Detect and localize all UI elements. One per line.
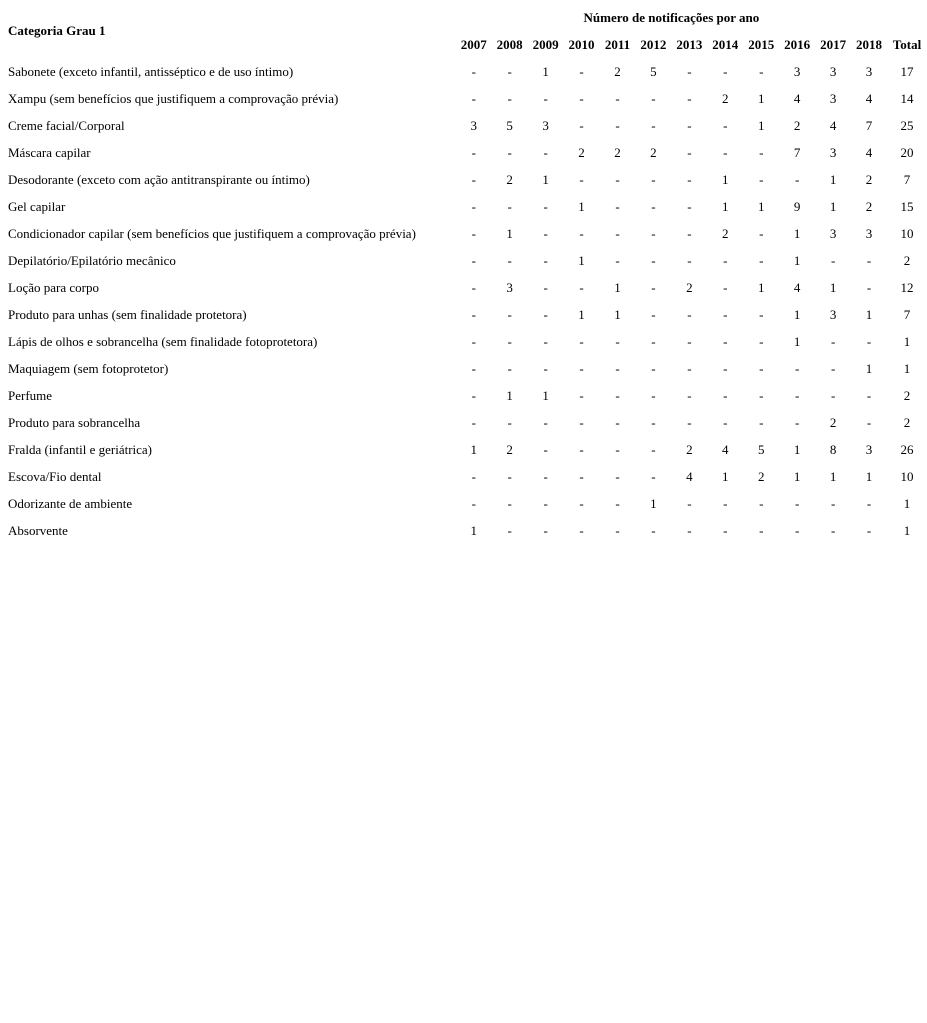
total-cell: 25 xyxy=(900,117,914,133)
value-cell: - xyxy=(543,144,548,160)
value-cell: 7 xyxy=(793,144,801,160)
value-cell: - xyxy=(471,63,476,79)
value-cell: 1 xyxy=(793,468,801,484)
value-cell: - xyxy=(615,360,620,376)
value-cell: 1 xyxy=(722,198,729,214)
value-cell: - xyxy=(543,522,548,538)
value-cell: 3 xyxy=(829,63,837,79)
value-cell: 2 xyxy=(865,198,873,214)
value-cell: - xyxy=(507,90,512,106)
table-row xyxy=(4,220,927,247)
category-cell: Xampu (sem benefícios que justifiquem a comprovação prévia) xyxy=(8,90,339,106)
year-group-header: Número de notificações por ano xyxy=(583,9,760,25)
value-cell: - xyxy=(471,387,476,403)
category-cell: Absorvente xyxy=(8,522,68,538)
table-row xyxy=(4,382,927,409)
value-cell: 4 xyxy=(865,90,873,106)
value-cell: - xyxy=(723,306,728,322)
value-cell: - xyxy=(651,333,656,349)
value-cell: - xyxy=(795,495,800,511)
value-cell: - xyxy=(579,63,584,79)
value-cell: 2 xyxy=(614,63,621,79)
value-cell: - xyxy=(507,306,512,322)
total-cell: 1 xyxy=(903,522,911,538)
category-cell: Depilatório/Epilatório mecânico xyxy=(8,252,176,268)
value-cell: - xyxy=(615,414,620,430)
value-cell: - xyxy=(651,522,656,538)
table-row xyxy=(4,247,927,274)
value-cell: - xyxy=(687,117,692,133)
table-row xyxy=(4,58,927,85)
value-cell: 3 xyxy=(829,90,837,106)
value-cell: 2 xyxy=(793,117,801,133)
value-cell: - xyxy=(579,117,584,133)
value-cell: - xyxy=(543,306,548,322)
value-cell: 5 xyxy=(650,63,657,79)
value-cell: 4 xyxy=(865,144,873,160)
category-cell: Gel capilar xyxy=(8,198,66,214)
table-row xyxy=(4,139,927,166)
category-cell: Lápis de olhos e sobrancelha (sem finalidade fotoprotetora) xyxy=(8,333,318,349)
year-column-header: 2009 xyxy=(532,36,559,52)
value-cell: - xyxy=(687,495,692,511)
year-column-header: 2018 xyxy=(856,36,883,52)
total-cell: 12 xyxy=(900,279,914,295)
value-cell: - xyxy=(687,414,692,430)
value-cell: 1 xyxy=(470,522,477,538)
table-row xyxy=(4,490,927,517)
value-cell: - xyxy=(687,360,692,376)
value-cell: 2 xyxy=(865,171,873,187)
category-cell: Perfume xyxy=(8,387,53,403)
value-cell: - xyxy=(651,225,656,241)
value-cell: 1 xyxy=(650,495,657,511)
value-cell: - xyxy=(651,252,656,268)
year-column-header: 2012 xyxy=(640,36,667,52)
category-cell: Produto para sobrancelha xyxy=(8,414,141,430)
total-cell: 14 xyxy=(900,90,914,106)
category-cell: Escova/Fio dental xyxy=(8,468,102,484)
year-column-header: 2013 xyxy=(676,36,703,52)
year-column-header: 2010 xyxy=(568,36,595,52)
value-cell: - xyxy=(507,144,512,160)
value-cell: 2 xyxy=(722,90,729,106)
value-cell: 4 xyxy=(829,117,837,133)
value-cell: - xyxy=(507,63,512,79)
value-cell: 3 xyxy=(829,306,837,322)
value-cell: - xyxy=(723,63,728,79)
value-cell: - xyxy=(723,360,728,376)
total-cell: 2 xyxy=(903,414,911,430)
value-cell: - xyxy=(471,144,476,160)
value-cell: - xyxy=(651,90,656,106)
value-cell: - xyxy=(759,495,764,511)
category-cell: Maquiagem (sem fotoprotetor) xyxy=(8,360,169,376)
value-cell: - xyxy=(615,387,620,403)
value-cell: - xyxy=(830,252,836,268)
value-cell: - xyxy=(507,414,512,430)
table-row xyxy=(4,85,927,112)
value-cell: 1 xyxy=(578,252,585,268)
value-cell: - xyxy=(651,171,656,187)
value-cell: 4 xyxy=(793,279,801,295)
value-cell: 4 xyxy=(793,90,801,106)
value-cell: - xyxy=(723,252,728,268)
value-cell: - xyxy=(687,63,692,79)
value-cell: - xyxy=(759,171,764,187)
value-cell: 2 xyxy=(686,441,693,457)
value-cell: 1 xyxy=(614,306,621,322)
table-row xyxy=(4,112,927,139)
value-cell: - xyxy=(471,171,476,187)
value-cell: - xyxy=(723,144,728,160)
table-row xyxy=(4,436,927,463)
value-cell: - xyxy=(543,198,548,214)
table-row xyxy=(4,409,927,436)
category-cell: Máscara capilar xyxy=(8,144,91,160)
total-cell: 26 xyxy=(900,441,914,457)
category-cell: Sabonete (exceto infantil, antisséptico e de uso íntimo) xyxy=(8,63,294,79)
value-cell: - xyxy=(651,414,656,430)
value-cell: - xyxy=(866,333,872,349)
total-cell: 1 xyxy=(903,360,911,376)
table-row xyxy=(4,355,927,382)
total-cell: 7 xyxy=(903,306,911,322)
value-cell: 9 xyxy=(793,198,801,214)
table-row xyxy=(4,166,927,193)
value-cell: 1 xyxy=(506,387,513,403)
table-row xyxy=(4,301,927,328)
value-cell: 1 xyxy=(829,279,837,295)
total-cell: 1 xyxy=(903,333,911,349)
value-cell: - xyxy=(543,279,548,295)
value-cell: 8 xyxy=(829,441,837,457)
value-cell: - xyxy=(543,441,548,457)
value-cell: - xyxy=(651,360,656,376)
total-cell: 2 xyxy=(903,387,911,403)
value-cell: - xyxy=(759,306,764,322)
value-cell: 2 xyxy=(722,225,729,241)
value-cell: 1 xyxy=(578,306,585,322)
value-cell: - xyxy=(579,387,584,403)
table-header-row xyxy=(4,4,927,31)
value-cell: 1 xyxy=(757,90,765,106)
value-cell: - xyxy=(723,279,728,295)
value-cell: - xyxy=(579,333,584,349)
category-cell: Produto para unhas (sem finalidade protetora) xyxy=(8,306,247,322)
value-cell: - xyxy=(615,225,620,241)
value-cell: - xyxy=(687,90,692,106)
value-cell: 2 xyxy=(506,171,513,187)
value-cell: 2 xyxy=(614,144,621,160)
value-cell: 1 xyxy=(722,468,729,484)
value-cell: - xyxy=(830,333,836,349)
value-cell: - xyxy=(723,387,728,403)
value-cell: - xyxy=(723,495,728,511)
value-cell: - xyxy=(830,360,836,376)
value-cell: - xyxy=(579,414,584,430)
value-cell: - xyxy=(795,414,800,430)
value-cell: - xyxy=(866,495,872,511)
value-cell: - xyxy=(579,522,584,538)
value-cell: - xyxy=(543,90,548,106)
value-cell: 3 xyxy=(865,225,873,241)
value-cell: - xyxy=(866,414,872,430)
value-cell: - xyxy=(795,522,800,538)
value-cell: 1 xyxy=(793,306,801,322)
value-cell: - xyxy=(471,198,476,214)
total-cell: 10 xyxy=(900,225,914,241)
year-column-header: 2016 xyxy=(784,36,811,52)
value-cell: - xyxy=(687,198,692,214)
value-cell: - xyxy=(615,171,620,187)
category-cell: Condicionador capilar (sem benefícios que justifiquem a comprovação prévia) xyxy=(8,225,416,241)
value-cell: - xyxy=(543,252,548,268)
value-cell: - xyxy=(579,441,584,457)
value-cell: - xyxy=(507,198,512,214)
value-cell: 3 xyxy=(865,441,873,457)
value-cell: - xyxy=(471,90,476,106)
value-cell: - xyxy=(759,387,764,403)
category-cell: Odorizante de ambiente xyxy=(8,495,133,511)
table-row xyxy=(4,274,927,301)
table-row xyxy=(4,328,927,355)
value-cell: - xyxy=(579,225,584,241)
total-cell: 15 xyxy=(900,198,914,214)
value-cell: - xyxy=(723,522,728,538)
value-cell: - xyxy=(866,279,872,295)
value-cell: - xyxy=(579,279,584,295)
total-cell: 17 xyxy=(900,63,914,79)
value-cell: 1 xyxy=(829,468,837,484)
value-cell: 3 xyxy=(829,225,837,241)
table-body xyxy=(4,58,927,544)
value-cell: - xyxy=(759,360,764,376)
year-column-header: 2017 xyxy=(820,36,847,52)
value-cell: 1 xyxy=(578,198,585,214)
value-cell: - xyxy=(471,495,476,511)
value-cell: - xyxy=(687,252,692,268)
value-cell: 5 xyxy=(506,117,513,133)
value-cell: - xyxy=(615,117,620,133)
value-cell: - xyxy=(795,387,800,403)
value-cell: 1 xyxy=(793,441,801,457)
year-column-header: 2007 xyxy=(460,36,487,52)
value-cell: 3 xyxy=(506,279,513,295)
value-cell: 7 xyxy=(865,117,873,133)
value-cell: - xyxy=(866,387,872,403)
value-cell: - xyxy=(543,360,548,376)
value-cell: 3 xyxy=(542,117,549,133)
value-cell: 1 xyxy=(542,171,549,187)
value-cell: - xyxy=(471,306,476,322)
total-cell: 10 xyxy=(900,468,914,484)
value-cell: - xyxy=(723,333,728,349)
value-cell: 1 xyxy=(757,198,765,214)
value-cell: - xyxy=(615,90,620,106)
value-cell: - xyxy=(830,495,836,511)
value-cell: - xyxy=(471,252,476,268)
value-cell: 2 xyxy=(829,414,837,430)
value-cell: - xyxy=(543,333,548,349)
value-cell: - xyxy=(579,171,584,187)
value-cell: - xyxy=(615,441,620,457)
value-cell: 1 xyxy=(829,171,837,187)
category-cell: Loção para corpo xyxy=(8,279,99,295)
value-cell: - xyxy=(759,225,764,241)
value-cell: - xyxy=(615,333,620,349)
value-cell: - xyxy=(759,144,764,160)
value-cell: - xyxy=(795,360,800,376)
category-cell: Fralda (infantil e geriátrica) xyxy=(8,441,153,457)
value-cell: 3 xyxy=(793,63,801,79)
value-cell: - xyxy=(615,522,620,538)
value-cell: - xyxy=(830,387,836,403)
value-cell: - xyxy=(507,468,512,484)
table-row xyxy=(4,517,927,544)
value-cell: 3 xyxy=(829,144,837,160)
value-cell: - xyxy=(651,279,656,295)
value-cell: 3 xyxy=(470,117,477,133)
value-cell: - xyxy=(579,495,584,511)
value-cell: 5 xyxy=(757,441,765,457)
value-cell: - xyxy=(471,333,476,349)
value-cell: - xyxy=(651,468,656,484)
value-cell: 1 xyxy=(865,468,873,484)
header-spacer xyxy=(887,4,927,31)
value-cell: - xyxy=(687,522,692,538)
category-column-header: Categoria Grau 1 xyxy=(8,23,106,38)
value-cell: 4 xyxy=(722,441,729,457)
category-cell: Creme facial/Corporal xyxy=(8,117,125,133)
value-cell: 2 xyxy=(757,468,765,484)
value-cell: - xyxy=(471,360,476,376)
value-cell: 2 xyxy=(686,279,693,295)
value-cell: 2 xyxy=(578,144,585,160)
year-column-header: 2015 xyxy=(748,36,775,52)
value-cell: - xyxy=(507,522,512,538)
value-cell: - xyxy=(866,522,872,538)
value-cell: - xyxy=(723,117,728,133)
value-cell: 1 xyxy=(614,279,621,295)
value-cell: 1 xyxy=(757,117,765,133)
value-cell: 1 xyxy=(793,333,801,349)
total-cell: 1 xyxy=(903,495,911,511)
year-column-header: 2008 xyxy=(496,36,523,52)
value-cell: - xyxy=(615,468,620,484)
value-cell: - xyxy=(507,360,512,376)
value-cell: - xyxy=(759,252,764,268)
value-cell: - xyxy=(615,198,620,214)
total-cell: 2 xyxy=(903,252,911,268)
value-cell: - xyxy=(615,495,620,511)
value-cell: - xyxy=(866,252,872,268)
value-cell: - xyxy=(687,171,692,187)
value-cell: - xyxy=(507,252,512,268)
value-cell: - xyxy=(507,495,512,511)
value-cell: - xyxy=(723,414,728,430)
value-cell: - xyxy=(507,333,512,349)
value-cell: - xyxy=(579,90,584,106)
value-cell: 2 xyxy=(506,441,513,457)
total-cell: 7 xyxy=(903,171,911,187)
value-cell: 4 xyxy=(686,468,693,484)
value-cell: 1 xyxy=(542,63,549,79)
value-cell: 1 xyxy=(757,279,765,295)
value-cell: - xyxy=(651,441,656,457)
value-cell: - xyxy=(687,225,692,241)
value-cell: 1 xyxy=(793,225,801,241)
value-cell: 1 xyxy=(542,387,549,403)
value-cell: 1 xyxy=(865,360,873,376)
value-cell: - xyxy=(543,495,548,511)
value-cell: 1 xyxy=(470,441,477,457)
value-cell: - xyxy=(759,333,764,349)
value-cell: - xyxy=(471,414,476,430)
value-cell: - xyxy=(651,306,656,322)
value-cell: - xyxy=(651,117,656,133)
notifications-table xyxy=(4,4,927,544)
value-cell: - xyxy=(759,522,764,538)
value-cell: - xyxy=(543,225,548,241)
value-cell: - xyxy=(651,198,656,214)
value-cell: - xyxy=(471,225,476,241)
table-row xyxy=(4,463,927,490)
year-column-header: 2014 xyxy=(712,36,739,52)
value-cell: - xyxy=(687,306,692,322)
table-row xyxy=(4,193,927,220)
value-cell: 1 xyxy=(865,306,873,322)
total-column-header: Total xyxy=(892,36,922,52)
value-cell: 2 xyxy=(650,144,657,160)
value-cell: - xyxy=(471,468,476,484)
value-cell: - xyxy=(687,144,692,160)
value-cell: - xyxy=(795,171,800,187)
value-cell: - xyxy=(830,522,836,538)
category-cell: Desodorante (exceto com ação antitranspirante ou íntimo) xyxy=(8,171,310,187)
value-cell: 3 xyxy=(865,63,873,79)
value-cell: - xyxy=(543,468,548,484)
value-cell: - xyxy=(471,279,476,295)
total-cell: 20 xyxy=(900,144,914,160)
value-cell: - xyxy=(615,252,620,268)
value-cell: - xyxy=(687,333,692,349)
value-cell: - xyxy=(651,387,656,403)
value-cell: - xyxy=(759,414,764,430)
value-cell: - xyxy=(687,387,692,403)
value-cell: - xyxy=(579,360,584,376)
value-cell: 1 xyxy=(722,171,729,187)
value-cell: 1 xyxy=(793,252,801,268)
value-cell: - xyxy=(579,468,584,484)
value-cell: 1 xyxy=(829,198,837,214)
value-cell: - xyxy=(759,63,764,79)
value-cell: 1 xyxy=(506,225,513,241)
year-column-header: 2011 xyxy=(604,36,631,52)
value-cell: - xyxy=(543,414,548,430)
